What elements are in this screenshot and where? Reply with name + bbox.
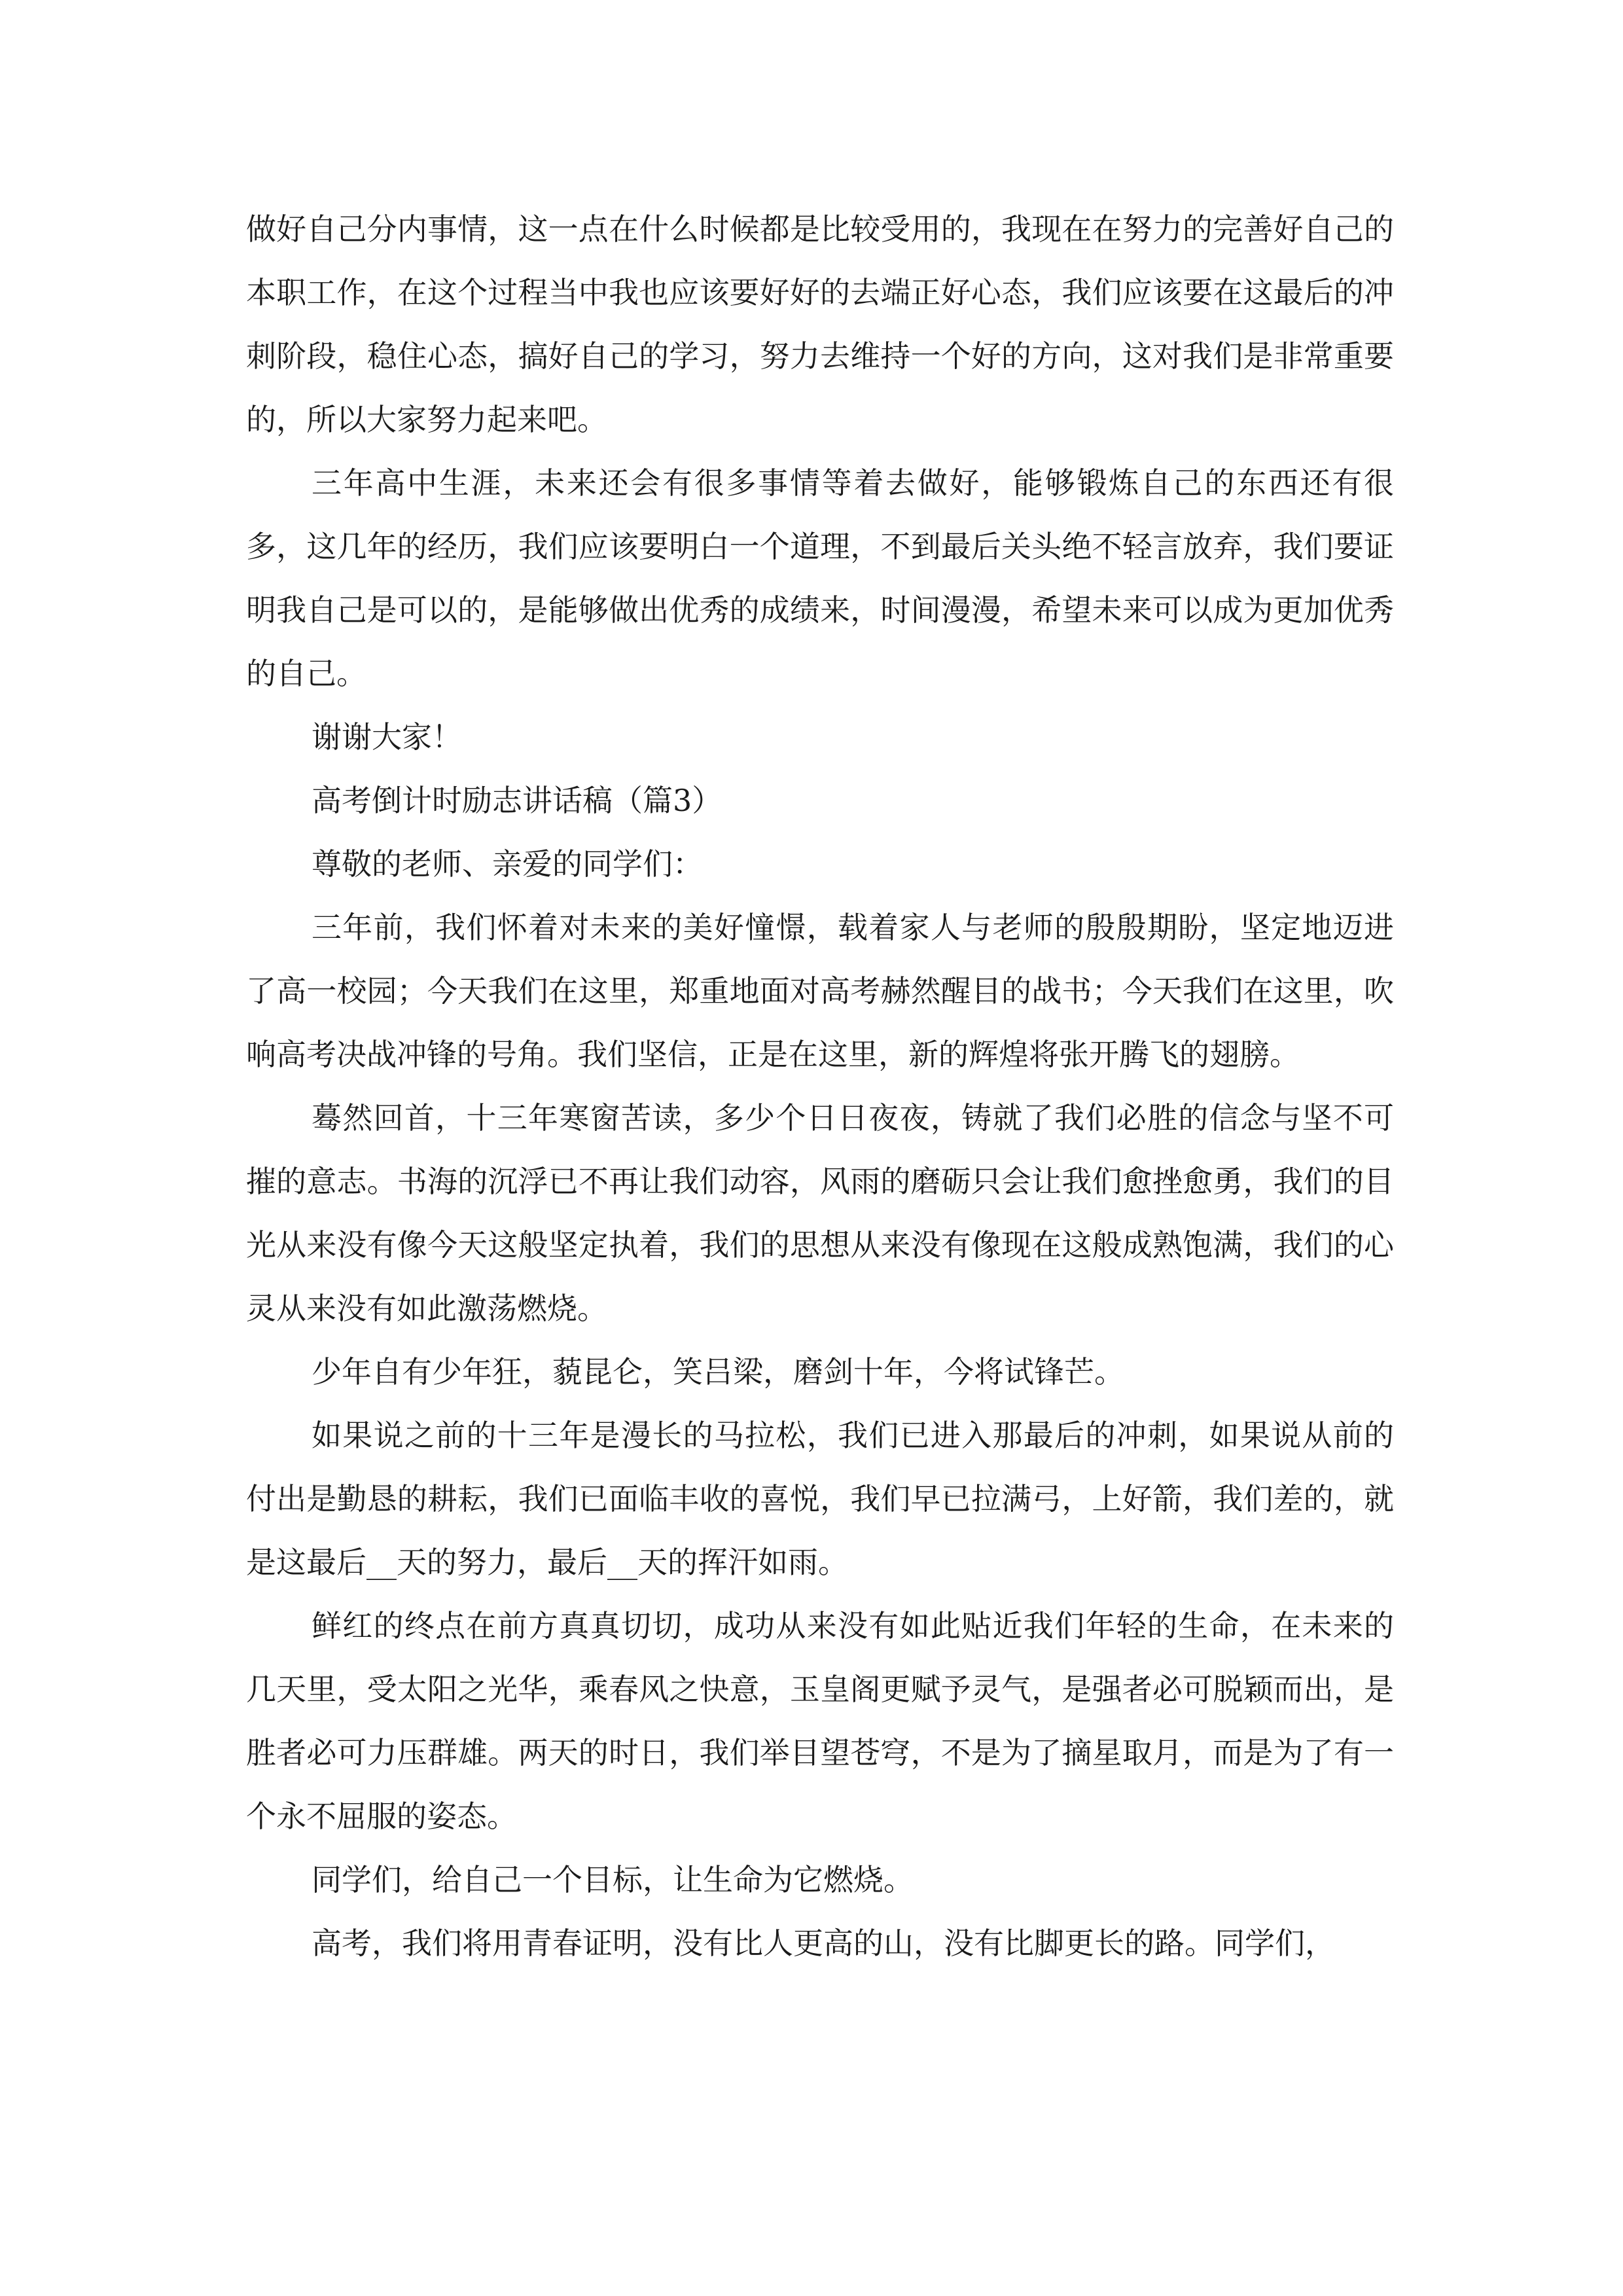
paragraph: 三年前，我们怀着对未来的美好憧憬，载着家人与老师的殷殷期盼，坚定地迈进了高一校园；今天我们在这里，郑重地面对高考赫然醒目的战书；今天我们在这里，吹响高考决战冲锋的号角。我们坚信，正是在这里，新的辉煌将张开腾飞的翅膀。: [246, 910, 1394, 1072]
salutation: 尊敬的老师、亲爱的同学们：: [312, 846, 703, 882]
section-title: 高考倒计时励志讲话稿（篇3）: [312, 783, 722, 818]
paragraph: 如果说之前的十三年是漫长的马拉松，我们已进入那最后的冲刺，如果说从前的付出是勤恳的耕耘，我们已面临丰收的喜悦，我们早已拉满弓，上好箭，我们差的，就是这最后__天的努力，最后__天的挥汗如雨。: [246, 1418, 1394, 1580]
paragraph: 同学们，给自己一个目标，让生命为它燃烧。: [312, 1862, 914, 1897]
paragraph: 三年高中生涯，未来还会有很多事情等着去做好，能够锻炼自己的东西还有很多，这几年的经历，我们应该要明白一个道理，不到最后关头绝不轻言放弃，我们要证明我自己是可以的，是能够做出优秀的成绩来，时间漫漫，希望未来可以成为更加优秀的自己。: [246, 465, 1394, 691]
paragraph: 高考，我们将用青春证明，没有比人更高的山，没有比脚更长的路。同学们，: [312, 1926, 1335, 1961]
closing-thanks: 谢谢大家！: [312, 719, 462, 755]
paragraph: 蓦然回首，十三年寒窗苦读，多少个日日夜夜，铸就了我们必胜的信念与坚不可摧的意志。书海的沉浮已不再让我们动容，风雨的磨砺只会让我们愈挫愈勇，我们的目光从来没有像今天这般坚定执着，我们的思想从来没有像现在这般成熟饱满，我们的心灵从来没有如此激荡燃烧。: [246, 1100, 1394, 1326]
paragraph: 鲜红的终点在前方真真切切，成功从来没有如此贴近我们年轻的生命，在未来的几天里，受太阳之光华，乘春风之快意，玉皇阁更赋予灵气，是强者必可脱颖而出，是胜者必可力压群雄。两天的时日，我们举目望苍穹，不是为了摘星取月，而是为了有一个永不屈服的姿态。: [246, 1608, 1394, 1834]
paragraph: 少年自有少年狂，藐昆仑，笑吕梁，磨剑十年，今将试锋芒。: [312, 1354, 1124, 1390]
paragraph: 做好自己分内事情，这一点在什么时候都是比较受用的，我现在在努力的完善好自己的本职工作，在这个过程当中我也应该要好好的去端正好心态，我们应该要在这最后的冲刺阶段，稳住心态，搞好自己的学习，努力去维持一个好的方向，这对我们是非常重要的，所以大家努力起来吧。: [246, 211, 1394, 437]
document-body: [246, 198, 1394, 1975]
